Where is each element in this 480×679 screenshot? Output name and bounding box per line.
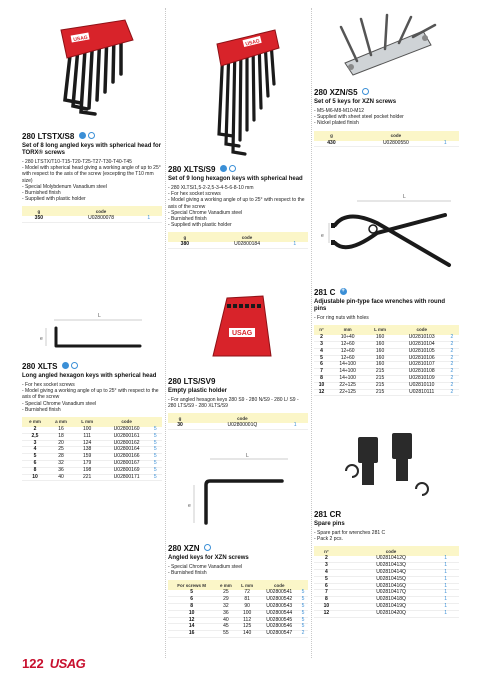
spec-table: g code 430 U02800550 1 — [314, 131, 459, 148]
table-cell: U02800160 — [100, 427, 153, 433]
table-cell: 45 — [215, 624, 236, 631]
product-subtitle: Spare pins — [314, 521, 345, 527]
table-cell: 7 — [314, 369, 329, 376]
spec-table — [22, 206, 162, 223]
desc-line: - Model giving a working angle of up to 25° with respect to the axis of the screw — [168, 197, 305, 210]
product-title: 280 XLTS — [22, 362, 162, 371]
desc-line: - Model giving a working angle of up to 25° with respect to the axis of the screw — [22, 388, 159, 401]
table-cell: 140 — [236, 631, 257, 638]
plastic-holder-image — [193, 286, 283, 372]
spec-table: g code 30 U02800001Q 1 — [168, 413, 308, 430]
table-cell: 6 — [314, 362, 329, 369]
table-cell: 16 — [168, 631, 215, 638]
desc-line: - For hex socket screws — [168, 191, 221, 198]
table-cell: 32 — [48, 461, 74, 468]
table-cell: 1 — [443, 576, 459, 583]
desc-line: - Supplied with plastic holder — [168, 222, 232, 229]
product-description — [168, 185, 308, 228]
table-cell: 6 — [168, 597, 215, 604]
table-cell: 111 — [74, 433, 100, 440]
table-cell: 10÷40 — [329, 335, 366, 341]
table-row: 380 U02800184 1 — [168, 242, 308, 248]
table-cell: 125 — [236, 624, 257, 631]
product-subtitle: Adjustable pin-type face wrenches with round pins — [314, 299, 446, 312]
table-cell: 10 — [168, 610, 215, 617]
product-title: 280 LTSTX/S8 — [22, 132, 162, 141]
table-row — [22, 447, 162, 454]
svg-text:USAG: USAG — [244, 38, 261, 48]
table-cell: 215 — [366, 369, 394, 376]
spec-table: For screws M e mm L mm code 5 25 72 U02800541 5 6 29 81 U02800542 5 8 32 90 U02800543 5 10 36 100 U02800544 5 12 40 112 U02800545 5 14 45 125 U02800546 5 16 55 140 U02800547 2 — [168, 580, 308, 638]
table-cell: 2,5 — [22, 433, 48, 440]
table-cell: 100 — [74, 427, 100, 433]
table-cell: 14÷100 — [329, 362, 366, 369]
table-cell: 7 — [314, 590, 339, 597]
desc-line: - Supplied with sheet steel pocket holder — [314, 114, 404, 121]
table-cell: 5 — [301, 610, 308, 617]
hex-key-set-image — [183, 8, 293, 158]
table-row — [314, 369, 459, 376]
table-cell: 160 — [366, 335, 394, 341]
table-cell: 138 — [74, 447, 100, 454]
table-cell: 12÷60 — [329, 342, 366, 349]
table-cell: 1 — [443, 583, 459, 590]
certified-icon — [71, 362, 78, 369]
product-description — [314, 530, 459, 542]
table-cell: 25 — [48, 447, 74, 454]
certified-icon — [88, 132, 95, 139]
table-cell: 1 — [443, 603, 459, 610]
table-cell: 3 — [314, 563, 339, 570]
table-row: 30 U02800001Q 1 — [168, 423, 308, 429]
table-cell: 3 — [22, 440, 48, 447]
table-cell: 5 — [301, 590, 308, 596]
product-title: 280 LTS/SV9 — [168, 377, 216, 386]
product-subtitle: Set of 5 keys for XZN screws — [314, 99, 397, 105]
desc-line: - Spare part for wrenches 281 C — [314, 530, 386, 536]
product-title: 280 XZN — [168, 544, 308, 553]
table-row: 350 U02800078 1 — [22, 216, 162, 222]
table-cell: U02800542 — [258, 597, 301, 604]
svg-text:L: L — [246, 453, 249, 459]
table-cell: 5 — [153, 454, 162, 461]
product-description — [22, 159, 162, 202]
table-cell: 5 — [153, 447, 162, 454]
table-row — [314, 355, 459, 362]
table-cell: 32 — [215, 604, 236, 611]
page-footer — [22, 658, 85, 671]
brand-logo: USAG — [49, 656, 86, 672]
table-cell: 28 — [48, 454, 74, 461]
table-cell: U02800167 — [100, 461, 153, 468]
product-title: 280 XZN/S5 — [314, 88, 459, 97]
column-divider — [165, 8, 166, 658]
table-cell: 36 — [48, 467, 74, 474]
table-cell: U02810413Q — [339, 563, 443, 570]
table-cell: 1 — [443, 563, 459, 570]
product-subtitle: Angled keys for XZN screws — [168, 555, 249, 561]
desc-line: - Burnished finish — [22, 190, 61, 197]
desc-line: - For angled hexagon keys 280 S9 - 280 N/S9 - 280 L/ S9 - 280 LTS/S9 - 280 XLTS/S9 — [168, 397, 299, 410]
certified-icon — [204, 544, 211, 551]
table-row — [22, 461, 162, 468]
table-cell: U02800171 — [100, 474, 153, 481]
table-cell: 5 — [153, 433, 162, 440]
desc-line: - Supplied with plastic holder — [22, 196, 86, 203]
table-cell: 160 — [366, 362, 394, 369]
spec-table: e mm a mm L mm code 2 16 100 U02800160 5 2,5 18 111 U02800161 5 3 20 124 U02800162 5 4 25 138 U02800164 5 5 28 159 U02800166 5 6 32 179 U02800167 5 8 36 198 U02800169 5 10 40 221 U02800171 5 — [22, 417, 162, 481]
table-cell: 12 — [314, 389, 329, 396]
table-cell: 4 — [22, 447, 48, 454]
table-row — [314, 382, 459, 389]
table-row — [314, 375, 459, 382]
product-description — [168, 564, 308, 576]
table-cell: 3 — [314, 342, 329, 349]
table-cell: 90 — [236, 604, 257, 611]
product-image — [168, 8, 308, 158]
table-cell: 6 — [22, 461, 48, 468]
product-image — [168, 450, 308, 540]
table-cell: U02800545 — [258, 617, 301, 624]
table-cell: 5 — [314, 355, 329, 362]
table-cell: U02810419Q — [339, 603, 443, 610]
table-cell: 160 — [366, 355, 394, 362]
table-cell: 215 — [366, 389, 394, 396]
info-icon — [79, 132, 86, 139]
desc-line: - 280 XLTS/1,5-2-2,5-3-4-5-6-8-10 mm — [168, 185, 254, 191]
table-cell: 112 — [236, 617, 257, 624]
col-header: code — [56, 206, 147, 216]
table-cell: 2 — [314, 335, 329, 341]
table-cell: 159 — [74, 454, 100, 461]
product-title: 281 C + — [314, 288, 345, 297]
table-cell: 5 — [301, 604, 308, 611]
desc-line: - 280 LTSTX/T10-T15-T20-T25-T27-T30-T40-T45 — [22, 159, 132, 165]
table-cell: 10 — [314, 382, 329, 389]
table-cell: 36 — [215, 610, 236, 617]
table-cell: U02810111 — [394, 389, 450, 396]
table-cell: 55 — [215, 631, 236, 638]
table-cell: 5 — [153, 461, 162, 468]
table-cell: 215 — [366, 382, 394, 389]
table-row — [22, 433, 162, 440]
table-cell: 5 — [314, 576, 339, 583]
product-subtitle: Long angled hexagon keys with spherical head — [22, 373, 157, 379]
table-row: 430 U02800550 1 — [314, 141, 459, 147]
table-row — [22, 467, 162, 474]
table-cell: U02810106 — [394, 355, 450, 362]
svg-text:e: e — [188, 503, 191, 509]
table-cell: 8 — [314, 375, 329, 382]
table-cell: 2 — [449, 362, 459, 369]
product-description — [314, 315, 459, 321]
desc-line: - Burnished finish — [22, 406, 61, 413]
table-cell: 22÷125 — [329, 382, 366, 389]
table-cell: 5 — [301, 597, 308, 604]
table-cell: U02800546 — [258, 624, 301, 631]
table-cell: 124 — [74, 440, 100, 447]
table-cell: 5 — [153, 467, 162, 474]
table-cell: 12 — [314, 610, 339, 617]
table-cell: 16 — [48, 427, 74, 433]
table-cell: 18 — [48, 433, 74, 440]
spec-table: g code 380 U02800184 1 — [168, 232, 308, 249]
spec-table: n° code 2 U02810412Q 1 3 U02810413Q 1 4 U02810414Q 1 5 U02810415Q 1 6 U02810416Q 1 7 U02810417Q 1 8 U02810418Q 1 10 U02810419Q 1 12 U02810420Q 1 — [314, 546, 459, 617]
table-cell: 12÷60 — [329, 355, 366, 362]
table-cell: 14 — [168, 624, 215, 631]
table-cell: 5 — [301, 624, 308, 631]
plus-icon: + — [341, 288, 345, 295]
table-cell: 1 — [443, 556, 459, 562]
table-cell: 8 — [168, 604, 215, 611]
table-cell: U02810108 — [394, 369, 450, 376]
table-cell: 2 — [301, 631, 308, 638]
table-cell: 12÷60 — [329, 348, 366, 355]
table-row — [314, 610, 459, 617]
table-cell: U02800169 — [100, 467, 153, 474]
certified-icon — [362, 88, 369, 95]
table-cell: 5 — [153, 474, 162, 481]
table-cell: 5 — [153, 427, 162, 433]
table-cell: U02810103 — [394, 335, 450, 341]
table-cell: U02810104 — [394, 342, 450, 349]
table-cell: 81 — [236, 597, 257, 604]
table-cell: U02800161 — [100, 433, 153, 440]
table-cell: U02810105 — [394, 348, 450, 355]
column-divider — [311, 8, 312, 658]
table-cell: U02810107 — [394, 362, 450, 369]
product-description — [168, 397, 308, 409]
desc-line: - Model with spherical head giving a working angle of up to 25° with respect to the axis of the screw (excepting the T10 mm size) — [22, 165, 161, 184]
table-cell: 2 — [449, 389, 459, 396]
table-row — [314, 348, 459, 355]
desc-line: - Nickel plated finish — [314, 120, 359, 127]
table-cell: U02810417Q — [339, 590, 443, 597]
table-cell: 14÷100 — [329, 375, 366, 382]
svg-text:USAG: USAG — [232, 330, 253, 337]
spare-pins-image — [332, 419, 442, 505]
table-cell: 8 — [314, 597, 339, 604]
pin-wrench-drawing — [317, 181, 457, 279]
table-cell: U02800544 — [258, 610, 301, 617]
product-description — [22, 382, 162, 413]
desc-line: - Special Molybdenum Vanadium steel — [22, 183, 107, 190]
table-cell: 20 — [48, 440, 74, 447]
table-cell: 100 — [236, 610, 257, 617]
svg-text:USAG: USAG — [72, 34, 89, 44]
product-subtitle: Set of 9 long hexagon keys with spherical head — [168, 176, 303, 182]
col-header: g — [22, 206, 56, 216]
folding-key-set-image — [327, 9, 447, 79]
product-image — [168, 285, 308, 373]
info-icon — [62, 362, 69, 369]
table-cell: U02810412Q — [339, 556, 443, 562]
table-cell: U02800166 — [100, 454, 153, 461]
product-image — [314, 418, 459, 506]
desc-line: - Burnished finish — [168, 570, 207, 577]
certified-icon — [229, 165, 236, 172]
table-cell: 10 — [22, 474, 48, 481]
table-cell: 14÷100 — [329, 369, 366, 376]
table-cell: U02810110 — [394, 382, 450, 389]
table-cell: 4 — [314, 348, 329, 355]
desc-line: - Special Chrome Vanadium steel — [22, 400, 97, 407]
table-cell: 1 — [443, 610, 459, 617]
table-cell: 2 — [449, 342, 459, 349]
table-cell: 2 — [449, 369, 459, 376]
table-cell: 72 — [236, 590, 257, 596]
product-image — [314, 180, 459, 280]
desc-line: - Burnished finish — [168, 216, 207, 223]
product-image — [22, 8, 162, 116]
table-cell: 160 — [366, 348, 394, 355]
table-cell: U02800162 — [100, 440, 153, 447]
dim-label: e — [40, 335, 43, 342]
product-subtitle: Empty plastic holder — [168, 388, 228, 394]
table-cell: U02810420Q — [339, 610, 443, 617]
table-cell: 12 — [168, 617, 215, 624]
svg-text:e: e — [320, 233, 324, 239]
page-number: 122 — [22, 656, 44, 672]
table-cell: 2 — [449, 375, 459, 382]
table-cell: U02800543 — [258, 604, 301, 611]
table-row — [314, 389, 459, 396]
product-title: 281 CR — [314, 510, 342, 519]
table-cell: 40 — [48, 474, 74, 481]
desc-line: - Special Chrome Vanadium steel — [168, 564, 243, 570]
xzn-key-drawing — [178, 451, 298, 539]
desc-line: - M5-M6-M8-M10-M12 — [314, 108, 365, 114]
table-cell: 5 — [301, 617, 308, 624]
desc-line: - For ring nuts with holes — [314, 315, 369, 321]
product-image — [314, 8, 459, 80]
product-subtitle: Set of 8 long angled keys with spherical head for TORX® screws — [22, 143, 162, 156]
table-row — [22, 440, 162, 447]
table-cell: 198 — [74, 467, 100, 474]
table-cell: 2 — [22, 427, 48, 433]
table-row — [22, 474, 162, 481]
table-cell: U02810416Q — [339, 583, 443, 590]
table-cell: 29 — [215, 597, 236, 604]
table-row — [314, 342, 459, 349]
table-cell: 5 — [153, 440, 162, 447]
table-cell: 25 — [215, 590, 236, 596]
table-cell: 215 — [366, 375, 394, 382]
table-cell: 221 — [74, 474, 100, 481]
table-cell: U02810414Q — [339, 570, 443, 577]
table-cell: U02810109 — [394, 375, 450, 382]
desc-line: - For hex socket screws — [22, 382, 75, 388]
table-row — [314, 362, 459, 369]
table-cell: 2 — [449, 355, 459, 362]
info-icon — [220, 165, 227, 172]
table-cell: 22÷125 — [329, 389, 366, 396]
dim-label: L — [98, 312, 101, 319]
table-row — [168, 631, 308, 638]
table-cell: 1 — [443, 590, 459, 597]
desc-line: - Special Chrome Vanadium steel — [168, 209, 243, 216]
product-title: 280 XLTS/S9 — [168, 165, 308, 174]
table-cell: 5 — [168, 590, 215, 596]
table-row — [22, 454, 162, 461]
table-cell: 2 — [449, 382, 459, 389]
table-cell: U02800541 — [258, 590, 301, 596]
table-cell: 10 — [314, 603, 339, 610]
svg-text:L: L — [402, 194, 406, 200]
table-cell: 160 — [366, 342, 394, 349]
product-description — [314, 108, 459, 127]
table-cell: 2 — [449, 335, 459, 341]
torx-key-set-image — [37, 8, 147, 116]
hex-key-drawing — [32, 302, 152, 357]
product-image — [22, 300, 162, 358]
table-cell: 40 — [215, 617, 236, 624]
table-cell: 2 — [314, 556, 339, 562]
desc-line: - Pack 2 pcs. — [314, 536, 343, 543]
table-cell: U02810418Q — [339, 597, 443, 604]
table-cell: U02810415Q — [339, 576, 443, 583]
table-cell: 2 — [449, 348, 459, 355]
table-cell: 5 — [22, 454, 48, 461]
table-cell: U02800547 — [258, 631, 301, 638]
table-cell: 6 — [314, 583, 339, 590]
table-cell: 1 — [443, 570, 459, 577]
table-cell: 179 — [74, 461, 100, 468]
table-cell: 8 — [22, 467, 48, 474]
table-cell: 4 — [314, 570, 339, 577]
table-cell: U02800164 — [100, 447, 153, 454]
spec-table: n° mm L mm code 2 10÷40 160 U02810103 2 3 12÷60 160 U02810104 2 4 12÷60 160 U02810105 2 5 12÷60 160 U02810106 2 6 14÷100 160 U02810107 2 7 14÷100 215 U02810108 2 8 14÷100 215 U02810109 2 10 22÷125 215 U02810110 2 12 22÷125 215 U02810111 2 — [314, 325, 459, 396]
table-cell: 1 — [443, 597, 459, 604]
